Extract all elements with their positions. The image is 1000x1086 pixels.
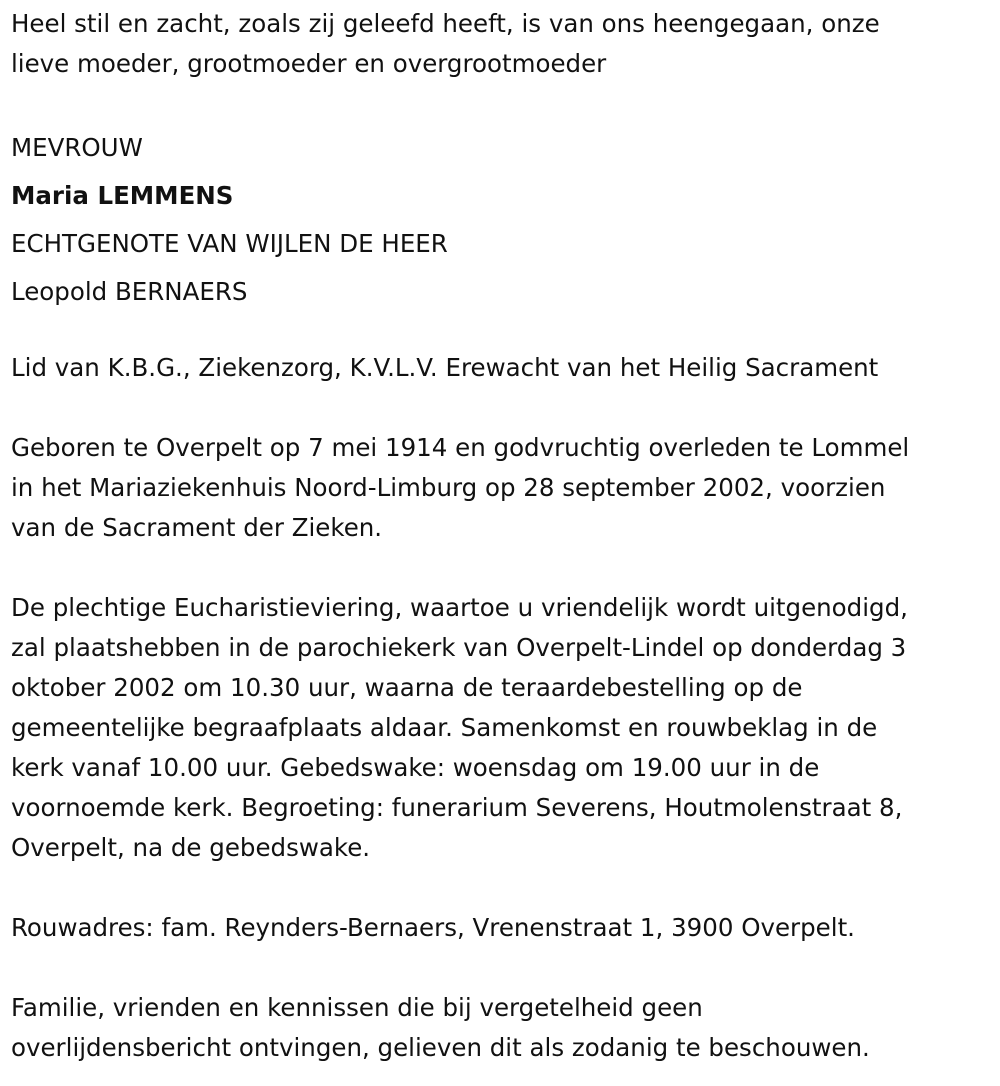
membership-line: Lid van K.B.G., Ziekenzorg, K.V.L.V. Erewacht van het Heilig Sacrament <box>11 353 879 382</box>
relation-line: ECHTGENOTE VAN WIJLEN DE HEER <box>11 229 448 258</box>
deceased-title: MEVROUW <box>11 133 143 162</box>
spacer <box>11 548 993 588</box>
intro-paragraph <box>11 4 993 84</box>
spacer <box>11 388 993 428</box>
ceremony-paragraph <box>11 588 993 868</box>
spouse-name: Leopold BERNAERS <box>11 277 248 306</box>
ceremony-line: Overpelt, na de gebedswake. <box>11 833 371 862</box>
birth-death-line: in het Mariaziekenhuis Noord-Limburg op 28 september 2002, voorzien <box>11 473 886 502</box>
spacer <box>11 948 993 988</box>
spacer <box>11 316 993 348</box>
intro-line: lieve moeder, grootmoeder en overgrootmoeder <box>11 49 607 78</box>
intro-line: Heel stil en zacht, zoals zij geleefd heeft, is van ons heengegaan, onze <box>11 9 880 38</box>
birth-death-line: van de Sacrament der Zieken. <box>11 513 383 542</box>
spacer <box>11 84 993 124</box>
deceased-block <box>11 124 993 316</box>
spacer <box>11 868 993 908</box>
ceremony-line: gemeentelijke begraafplaats aldaar. Samenkomst en rouwbeklag in de <box>11 713 878 742</box>
closing-line: overlijdensbericht ontvingen, gelieven dit als zodanig te beschouwen. <box>11 1033 870 1062</box>
birth-death-line: Geboren te Overpelt op 7 mei 1914 en godvruchtig overleden te Lommel <box>11 433 910 462</box>
closing-line: Familie, vrienden en kennissen die bij vergetelheid geen <box>11 993 703 1022</box>
ceremony-line: kerk vanaf 10.00 uur. Gebedswake: woensdag om 19.00 uur in de <box>11 753 820 782</box>
mourning-address: Rouwadres: fam. Reynders-Bernaers, Vrenenstraat 1, 3900 Overpelt. <box>11 913 855 942</box>
ceremony-line: oktober 2002 om 10.30 uur, waarna de teraardebestelling op de <box>11 673 803 702</box>
ceremony-line: zal plaatshebben in de parochiekerk van Overpelt-Lindel op donderdag 3 <box>11 633 907 662</box>
obituary-notice <box>11 4 993 1068</box>
deceased-name: Maria LEMMENS <box>11 181 234 210</box>
ceremony-line: voornoemde kerk. Begroeting: funerarium Severens, Houtmolenstraat 8, <box>11 793 903 822</box>
birth-death-paragraph <box>11 428 993 548</box>
ceremony-line: De plechtige Eucharistieviering, waartoe u vriendelijk wordt uitgenodigd, <box>11 593 908 622</box>
closing-paragraph <box>11 988 993 1068</box>
